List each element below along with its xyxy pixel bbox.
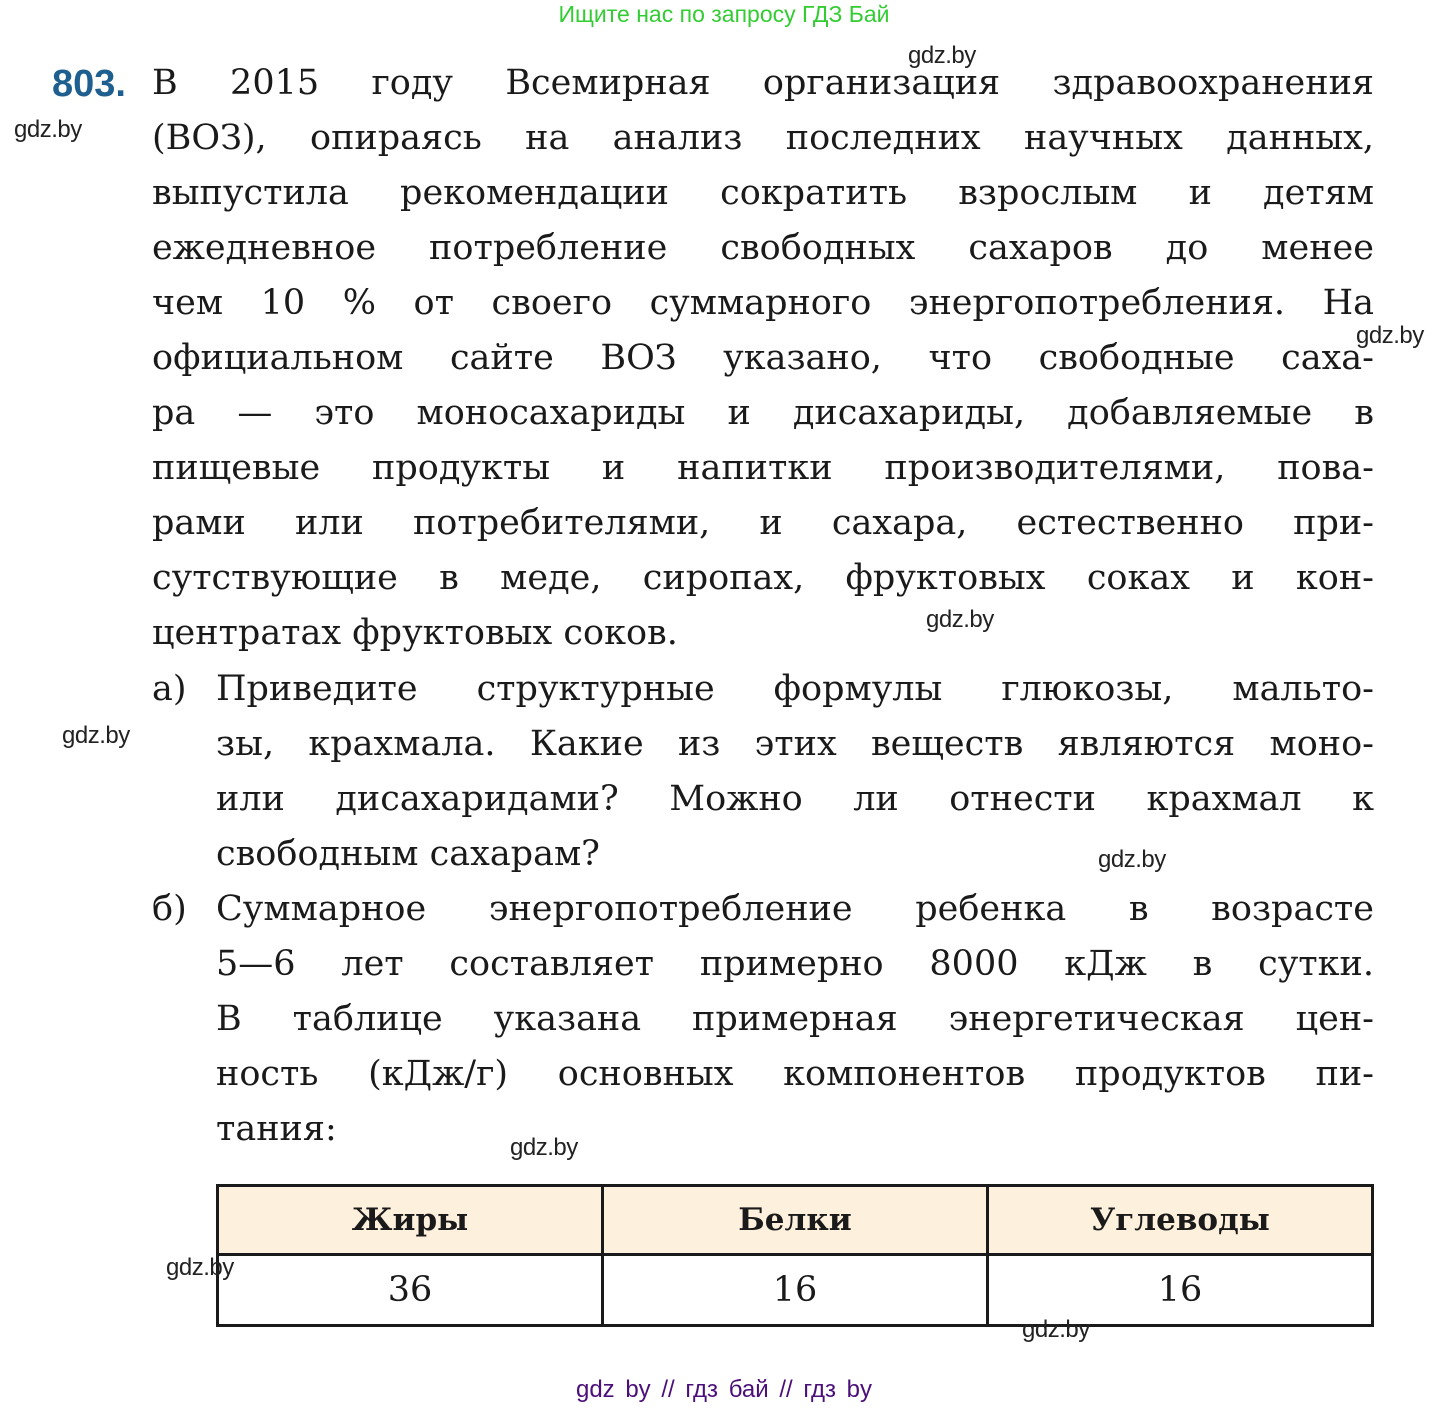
table-header-row — [218, 1186, 1373, 1255]
text-line: (ВОЗ), опираясь на анализ последних научных данных, — [152, 118, 1374, 158]
text-line: ность (кДж/г) основных компонентов продуктов пи- — [216, 1054, 1374, 1094]
column-header-fats: Жиры — [218, 1186, 603, 1255]
table-cell-proteins: 16 — [603, 1255, 988, 1326]
text-line: сутствующие в меде, сиропах, фруктовых соках и кон- — [152, 558, 1374, 598]
text-line: центратах фруктовых соков. — [152, 613, 678, 653]
watermark-text: gdz.by — [14, 116, 82, 143]
part-b-label: б) — [152, 889, 187, 929]
table-cell-carbohydrates: 16 — [988, 1255, 1373, 1326]
watermark-text: gdz.by — [166, 1254, 234, 1281]
text-line: рами или потребителями, и сахара, естественно при- — [152, 503, 1374, 543]
task-number: 803. — [52, 63, 126, 105]
text-line: свободным сахарам? — [216, 834, 600, 874]
text-line: зы, крахмала. Какие из этих веществ являются моно- — [216, 724, 1374, 764]
part-a-text — [216, 662, 1374, 882]
search-banner: Ищите нас по запросу ГДЗ Бай — [558, 1, 890, 27]
watermark-text: gdz.by — [510, 1134, 578, 1161]
table-cell-fats: 36 — [218, 1255, 603, 1326]
watermark-text: gdz.by — [1022, 1316, 1090, 1343]
watermark-text: gdz.by — [1356, 322, 1424, 349]
part-b-text — [216, 882, 1374, 1157]
table-row — [218, 1255, 1373, 1326]
text-line: В 2015 году Всемирная организация здравоохранения — [152, 63, 1374, 103]
energy-value-table — [216, 1184, 1374, 1327]
text-line: официальном сайте ВОЗ указано, что свободные саха- — [152, 338, 1374, 378]
text-line: выпустила рекомендации сократить взрослым и детям — [152, 173, 1374, 213]
text-line: чем 10 % от своего суммарного энергопотребления. На — [152, 283, 1374, 323]
footer-watermark: gdz by // гдз бай // гдз by — [575, 1376, 873, 1403]
watermark-text: gdz.by — [926, 606, 994, 633]
task-intro-paragraph — [152, 56, 1374, 661]
text-line: или дисахаридами? Можно ли отнести крахмал к — [216, 779, 1374, 819]
text-line: ра — это моносахариды и дисахариды, добавляемые в — [152, 393, 1374, 433]
text-line: Приведите структурные формулы глюкозы, мальто- — [216, 669, 1374, 709]
text-line: тания: — [216, 1109, 337, 1149]
text-line: В таблице указана примерная энергетическая цен- — [216, 999, 1374, 1039]
text-line: ежедневное потребление свободных сахаров до менее — [152, 228, 1374, 268]
column-header-carbohydrates: Углеводы — [988, 1186, 1373, 1255]
watermark-text: gdz.by — [62, 722, 130, 749]
part-a-label: а) — [152, 669, 187, 709]
text-line: пищевые продукты и напитки производителями, пова- — [152, 448, 1374, 488]
text-line: Суммарное энергопотребление ребенка в возрасте — [216, 889, 1374, 929]
watermark-text: gdz.by — [1098, 846, 1166, 873]
column-header-proteins: Белки — [603, 1186, 988, 1255]
text-line: 5—6 лет составляет примерно 8000 кДж в сутки. — [216, 944, 1374, 984]
watermark-text: gdz.by — [908, 42, 976, 69]
